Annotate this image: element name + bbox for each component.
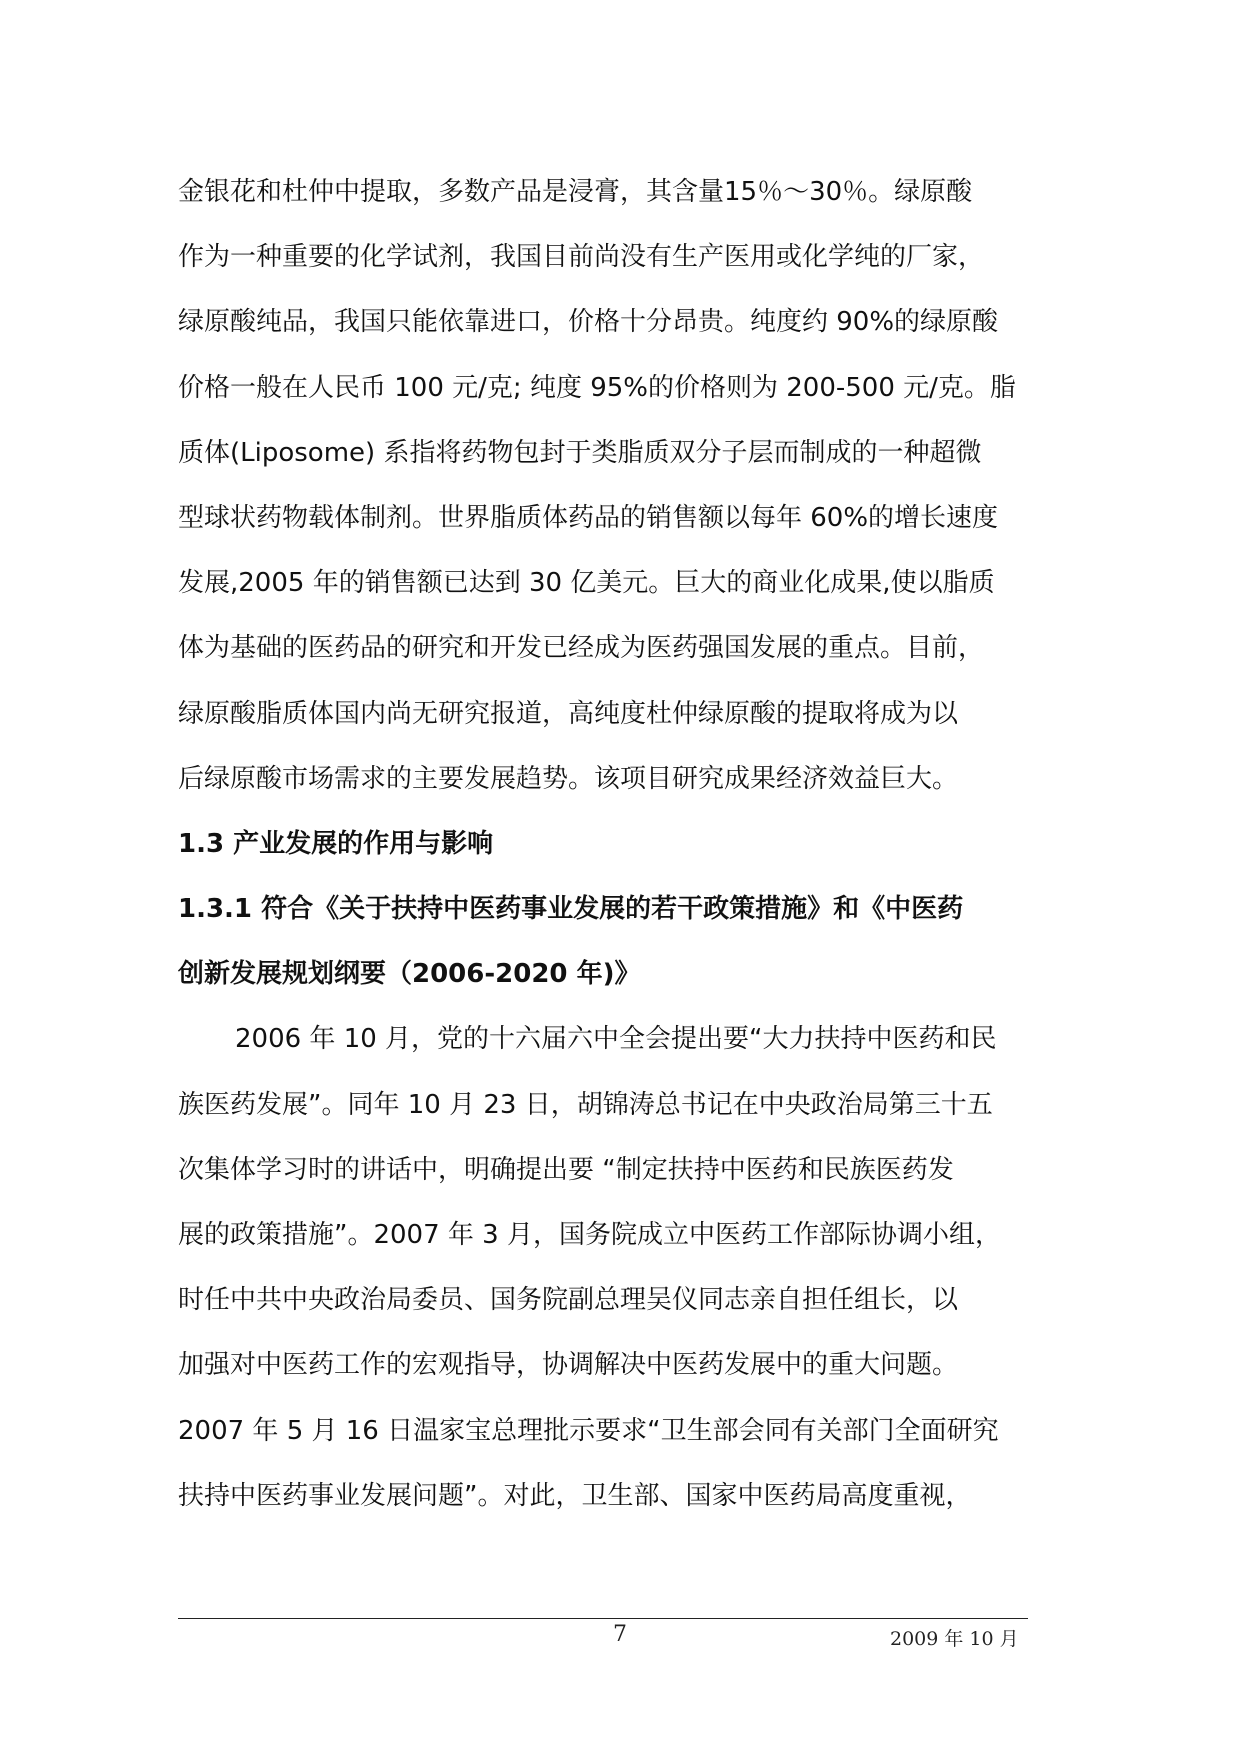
body-text-line: 质体(Liposome) 系指将药物包封于类脂质双分子层而制成的一种超微 [178, 437, 982, 468]
body-text-line: 型球状药物载体制剂。世界脂质体药品的销售额以每年 60%的增长速度 [178, 502, 999, 533]
paragraph-line: 2006 年 10 月，党的十六届六中全会提出要“大力扶持中医药和民 [235, 1024, 997, 1055]
footer-divider [178, 1618, 1028, 1619]
body-text-line: 后绿原酸市场需求的主要发展趋势。该项目研究成果经济效益巨大。 [178, 763, 959, 794]
paragraph-line: 加强对中医药工作的宏观指导，协调解决中医药发展中的重大问题。 [178, 1350, 959, 1381]
section-heading-1-3-1: 1.3.1 符合《关于扶持中医药事业发展的若干政策措施》和《中医药 [178, 894, 964, 925]
paragraph-line: 扶持中医药事业发展问题”。对此，卫生部、国家中医药局高度重视， [178, 1480, 972, 1511]
page-body [178, 160, 1062, 1529]
paragraph-line: 展的政策措施”。2007 年 3 月，国务院成立中医药工作部际协调小组， [178, 1220, 1001, 1250]
page-number: 7 [613, 1622, 627, 1647]
body-text-line: 发展,2005 年的销售额已达到 30 亿美元。巨大的商业化成果,使以脂质 [178, 568, 995, 599]
body-text-line: 绿原酸脂质体国内尚无研究报道，高纯度杜仲绿原酸的提取将成为以 [178, 698, 959, 729]
body-text-line: 金银花和杜仲中提取，多数产品是浸膏，其含量15％～30％。绿原酸 [178, 177, 973, 207]
paragraph-line: 时任中共中央政治局委员、国务院副总理吴仪同志亲自担任组长，以 [178, 1285, 959, 1316]
paragraph-line: 族医药发展”。同年 10 月 23 日，胡锦涛总书记在中央政治局第三十五 [178, 1089, 993, 1120]
body-text-line: 绿原酸纯品，我国只能依靠进口，价格十分昂贵。纯度约 90%的绿原酸 [178, 307, 999, 338]
section-heading-1-3-1-cont: 创新发展规划纲要（2006-2020 年)》 [178, 959, 641, 990]
body-text-line: 体为基础的医药品的研究和开发已经成为医药强国发展的重点。目前， [178, 633, 985, 664]
body-text-line: 价格一般在人民币 100 元/克; 纯度 95%的价格则为 200-500 元/克。脂 [178, 372, 1016, 403]
section-heading-1-3: 1.3 产业发展的作用与影响 [178, 828, 494, 859]
body-text-line: 作为一种重要的化学试剂，我国目前尚没有生产医用或化学纯的厂家， [178, 242, 985, 273]
paragraph-line: 次集体学习时的讲话中，明确提出要 “制定扶持中医药和民族医药发 [178, 1154, 954, 1185]
footer-date: 2009 年 10 月 [890, 1628, 1019, 1650]
paragraph-line: 2007 年 5 月 16 日温家宝总理批示要求“卫生部会同有关部门全面研究 [178, 1415, 999, 1446]
